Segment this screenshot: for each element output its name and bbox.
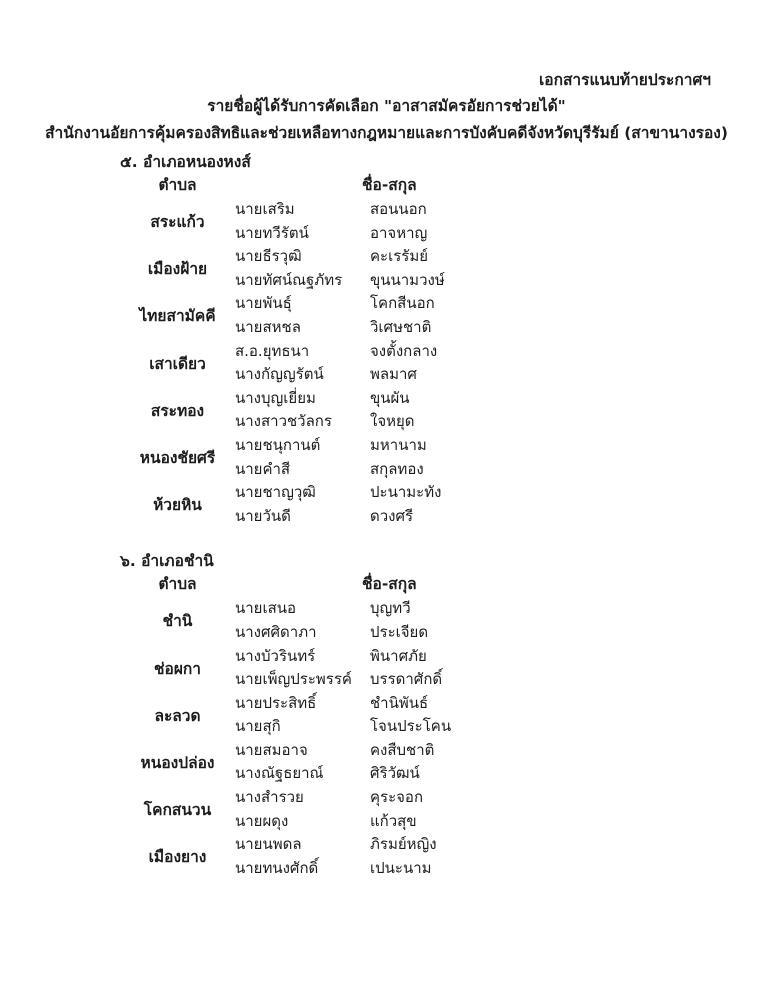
person-row — [235, 434, 773, 458]
person-row — [235, 387, 773, 411]
person-first-name: นายชนุกานต์ — [235, 435, 321, 454]
column-header-name: ชื่อ-สกุล — [362, 176, 417, 194]
person-first-name: นายนพดล — [235, 835, 302, 854]
person-row — [235, 810, 773, 834]
subdistrict-name: ชำนิ — [162, 612, 193, 631]
subdistrict-table — [120, 175, 773, 528]
people-list — [235, 387, 773, 434]
people-list — [235, 645, 773, 692]
section-heading: ๕. อำเภอหนองหงส์ — [120, 153, 251, 171]
person-first-name: นายชาญวุฒิ — [235, 483, 316, 502]
person-first-name: นางณัฐธยาณ์ — [235, 764, 324, 783]
person-first-name: นายพันธุ์ — [235, 294, 292, 313]
person-last-name: วิเศษชาติ — [370, 317, 432, 336]
person-last-name: ศิริวัฒน์ — [370, 764, 420, 783]
person-row — [235, 739, 773, 763]
subdistrict-group — [120, 292, 773, 339]
person-row — [235, 292, 773, 316]
person-first-name: นางบุญเยี่ยม — [235, 388, 316, 407]
subdistrict-group — [120, 434, 773, 481]
person-row — [235, 245, 773, 269]
subdistrict-name: ห้วยหิน — [153, 496, 202, 515]
person-row — [235, 621, 773, 645]
district-section — [0, 549, 773, 880]
person-last-name: ปะนามะทัง — [370, 483, 442, 502]
subdistrict-name: สระทอง — [150, 401, 205, 420]
person-first-name: นายผดุง — [235, 811, 289, 830]
person-row — [235, 715, 773, 739]
person-last-name: ชำนิพันธ์ — [370, 693, 429, 712]
person-first-name: นางสำรวย — [235, 788, 304, 807]
people-list — [235, 597, 773, 644]
person-last-name: คุระจอก — [370, 788, 424, 807]
person-last-name: ขุนนามวงษ์ — [370, 270, 445, 289]
person-first-name: นายธีรวุฒิ — [235, 247, 302, 266]
subdistrict-group — [120, 833, 773, 880]
person-row — [235, 198, 773, 222]
subdistrict-group — [120, 481, 773, 528]
person-first-name: นางบัวรินทร์ — [235, 646, 316, 665]
person-first-name: นายเสนอ — [235, 599, 297, 618]
person-last-name: คงสืบชาติ — [370, 740, 435, 759]
page-title: รายชื่อผู้ได้รับการคัดเลือก "อาสาสมัครอัยการช่วยได้" — [207, 97, 566, 115]
people-list — [235, 434, 773, 481]
person-row — [235, 458, 773, 482]
person-last-name: อาจหาญ — [370, 223, 428, 242]
person-first-name: นายคำสี — [235, 459, 291, 478]
column-header-row — [120, 574, 773, 597]
subdistrict-group — [120, 198, 773, 245]
person-row — [235, 786, 773, 810]
person-first-name: นายสมอาจ — [235, 740, 308, 759]
person-row — [235, 410, 773, 434]
person-last-name: บุญทวี — [370, 599, 411, 618]
subdistrict-name: ละลวด — [154, 706, 201, 725]
people-list — [235, 340, 773, 387]
section-heading: ๖. อำเภอชำนิ — [120, 552, 214, 571]
person-row — [235, 833, 773, 857]
subdistrict-name: เมืองฝ้าย — [147, 260, 208, 279]
person-last-name: โจนประโคน — [370, 717, 452, 736]
person-row — [235, 481, 773, 505]
person-last-name: คะเรรัมย์ — [370, 247, 429, 266]
column-header-subdistrict: ตำบล — [158, 575, 197, 594]
person-first-name: นายเพ็ญประพรรค์ — [235, 670, 352, 689]
people-list — [235, 786, 773, 833]
subdistrict-group — [120, 597, 773, 644]
person-last-name: สกุลทอง — [370, 459, 424, 478]
column-header-name: ชื่อ-สกุล — [362, 575, 417, 594]
person-last-name: โคกสีนอก — [370, 294, 435, 313]
subdistrict-name: หนองชัยศรี — [139, 449, 216, 468]
person-last-name: พลมาศ — [370, 365, 417, 384]
district-section — [0, 150, 773, 528]
subdistrict-group — [120, 739, 773, 786]
person-last-name: ขุนผัน — [370, 388, 410, 407]
person-last-name: ภิรมย์หญิง — [370, 835, 437, 854]
subdistrict-name: ช่อผกา — [154, 659, 201, 678]
page-subtitle: สำนักงานอัยการคุ้มครองสิทธิและช่วยเหลือทางกฎหมายและการบังคับคดีจังหวัดบุรีรัมย์ (สาขานางรอง) — [45, 124, 728, 142]
person-first-name: นางกัญญรัตน์ — [235, 365, 324, 384]
person-last-name: ประเจียด — [370, 622, 429, 641]
person-first-name: นายทนงศักดิ์ — [235, 858, 319, 877]
subdistrict-name: โคกสนวน — [143, 801, 212, 820]
person-last-name: แก้วสุข — [370, 811, 417, 830]
person-row — [235, 269, 773, 293]
people-list — [235, 739, 773, 786]
person-row — [235, 505, 773, 529]
column-header-row — [120, 175, 773, 198]
person-first-name: นายทัศน์ณฐภัทร — [235, 270, 343, 289]
person-row — [235, 857, 773, 881]
person-row — [235, 222, 773, 246]
subdistrict-group — [120, 692, 773, 739]
subdistrict-name: หนองปล่อง — [140, 753, 215, 772]
person-row — [235, 340, 773, 364]
subdistrict-table — [120, 574, 773, 880]
subdistrict-group — [120, 786, 773, 833]
person-row — [235, 597, 773, 621]
person-first-name: นายประสิทธิ์ — [235, 693, 317, 712]
subdistrict-name: เสาเดียว — [149, 354, 206, 373]
corner-note: เอกสารแนบท้ายประกาศฯ — [538, 71, 711, 89]
person-last-name: มหานาม — [370, 435, 427, 454]
person-last-name: ดวงศรี — [370, 506, 414, 525]
person-first-name: นายสุกิ — [235, 717, 281, 736]
person-first-name: นายทวีรัตน์ — [235, 223, 309, 242]
subdistrict-name: เมืองยาง — [148, 848, 207, 867]
people-list — [235, 481, 773, 528]
person-first-name: ส.อ.ยุทธนา — [235, 341, 310, 360]
column-header-subdistrict: ตำบล — [158, 176, 197, 194]
subdistrict-group — [120, 387, 773, 434]
person-row — [235, 316, 773, 340]
subdistrict-name: ไทยสามัคคี — [139, 307, 216, 326]
people-list — [235, 692, 773, 739]
person-last-name: บรรดาศักดิ์ — [370, 670, 443, 689]
person-first-name: นางสาวชวัลกร — [235, 412, 332, 431]
people-list — [235, 245, 773, 292]
people-list — [235, 198, 773, 245]
subdistrict-group — [120, 340, 773, 387]
person-last-name: สอนนอก — [370, 200, 427, 218]
person-row — [235, 692, 773, 716]
people-list — [235, 833, 773, 880]
people-list — [235, 292, 773, 339]
sections-container — [0, 150, 773, 880]
person-row — [235, 762, 773, 786]
person-last-name: จงตั้งกลาง — [370, 341, 438, 360]
person-row — [235, 668, 773, 692]
person-last-name: เปนะนาม — [370, 858, 432, 877]
person-first-name: นายสหชล — [235, 317, 301, 336]
person-last-name: พินาศภัย — [370, 646, 427, 665]
person-first-name: นายวันดี — [235, 506, 291, 525]
subdistrict-group — [120, 245, 773, 292]
person-row — [235, 363, 773, 387]
subdistrict-group — [120, 645, 773, 692]
person-first-name: นายเสริม — [235, 200, 295, 218]
person-last-name: ใจหยุด — [370, 412, 415, 431]
subdistrict-name: สระแก้ว — [150, 213, 205, 232]
person-first-name: นางศศิดาภา — [235, 622, 317, 641]
person-row — [235, 645, 773, 669]
